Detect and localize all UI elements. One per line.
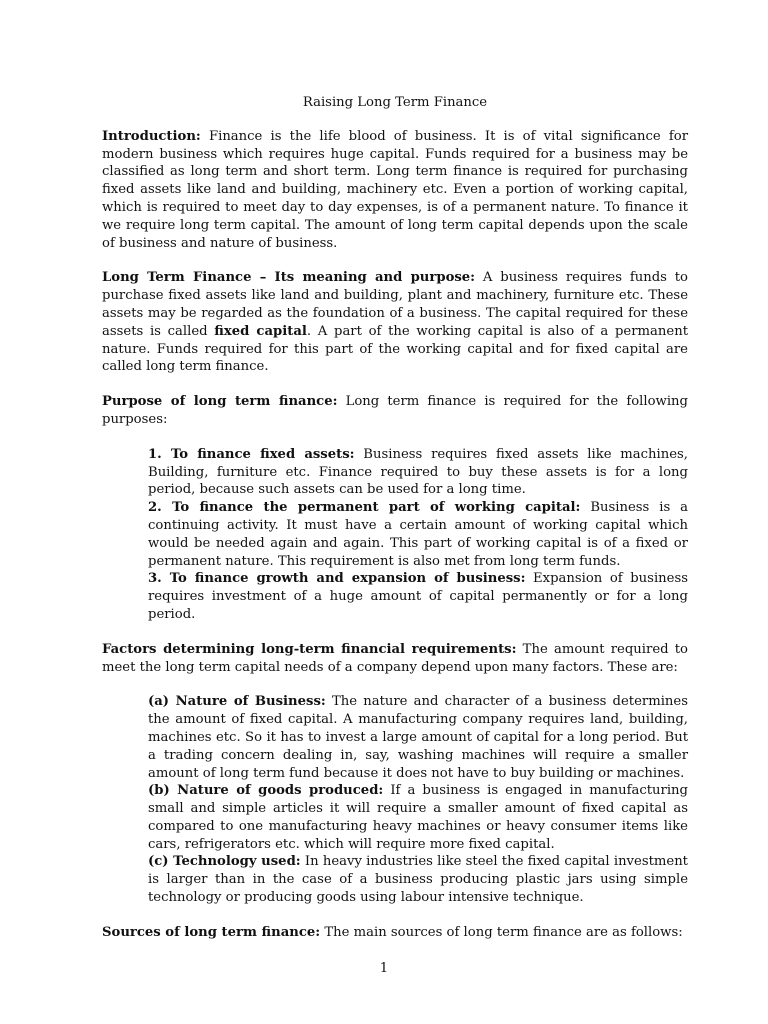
page-title: Raising Long Term Finance	[302, 95, 488, 110]
list-item-label: (c) Technology used:	[148, 854, 301, 870]
factors-text: The amount required to meet the long term capital needs of a company depend upon many factors. These are:	[102, 641, 688, 675]
sources-paragraph	[102, 924, 688, 942]
introduction-text: Finance is the life blood of business. It is of vital significance for modern business which requires huge capital. Funds required for a business may be classified as long term and short term. Long term finance is required for purchasing fixed assets like land and building, machinery etc. Even a portion of working capital, which is required to meet day to day expenses, is of a permanent nature. To finance it we require long term capital. The amount of long term capital depends upon the scale of business and nature of business.	[102, 128, 688, 251]
list-item-text: Expansion of business requires investment of a huge amount of capital permanently or for a long period.	[148, 571, 688, 622]
meaning-paragraph	[102, 269, 688, 376]
purpose-text: Long term finance is required for the following purposes:	[102, 394, 688, 427]
list-item-label: (a) Nature of Business:	[148, 694, 326, 710]
list-item-text: The nature and character of a business determines the amount of fixed capital. A manufacturing company requires land, building, machines etc. So it has to invest a large amount of capital for a long period. But a trading concern dealing in, say, washing machines will require a smaller amount of long term fund because it does not have to buy building or machines.	[148, 694, 689, 781]
sources-text: The main sources of long term finance are as follows:	[320, 924, 683, 940]
list-item	[148, 570, 688, 623]
introduction-heading: Introduction:	[102, 128, 201, 144]
meaning-text-2: . A part of the working capital is also of a permanent nature. Funds required for this part of the working capital and for fixed capital are called long term finance.	[102, 323, 689, 375]
list-item-text: If a business is engaged in manufacturing small and simple articles it will require a smaller amount of fixed capital as compared to one manufacturing heavy machines or heavy consumer items like cars, refrigerators etc. which will require more fixed capital.	[148, 783, 688, 852]
meaning-heading: Long Term Finance – Its meaning and purpose:	[102, 270, 476, 286]
factors-list	[148, 693, 688, 907]
page-number: 1	[379, 961, 389, 976]
factors-paragraph	[102, 641, 688, 677]
list-item	[148, 446, 688, 499]
factors-heading: Factors determining long-term financial requirements:	[102, 641, 517, 657]
purpose-heading: Purpose of long term finance:	[102, 394, 338, 410]
fixed-capital-term: fixed capital	[214, 323, 307, 339]
list-item	[148, 693, 688, 782]
list-item-label: (b) Nature of goods produced:	[148, 783, 384, 799]
list-item-label: 3. To finance growth and expansion of business:	[148, 571, 526, 587]
list-item	[148, 782, 688, 853]
list-item-label: 1. To finance fixed assets:	[148, 446, 355, 462]
list-item-text: Business requires fixed assets like machines, Building, furniture etc. Finance required to buy these assets is for a long period, because such assets can be used for a long time.	[148, 446, 688, 498]
sources-heading: Sources of long term finance:	[102, 924, 321, 940]
purpose-paragraph	[102, 393, 688, 429]
meaning-text-1: A business requires funds to purchase fixed assets like land and building, plant and machinery, furniture etc. These assets may be regarded as the foundation of a business. The capital required for these assets is called	[102, 270, 688, 339]
introduction-paragraph	[102, 128, 688, 253]
list-item-label: 2. To finance the permanent part of working capital:	[148, 500, 581, 516]
list-item-text: Business is a continuing activity. It must have a certain amount of working capital which would be needed again and again. This part of working capital is of a fixed or permanent nature. This requirement is also met from long term funds.	[148, 500, 688, 569]
list-item	[148, 499, 688, 570]
purpose-list	[148, 446, 688, 624]
list-item-text: In heavy industries like steel the fixed capital investment is larger than in the case of a business producing plastic jars using simple technology or producing goods using labour intensive technique.	[148, 854, 688, 906]
list-item	[148, 853, 688, 906]
